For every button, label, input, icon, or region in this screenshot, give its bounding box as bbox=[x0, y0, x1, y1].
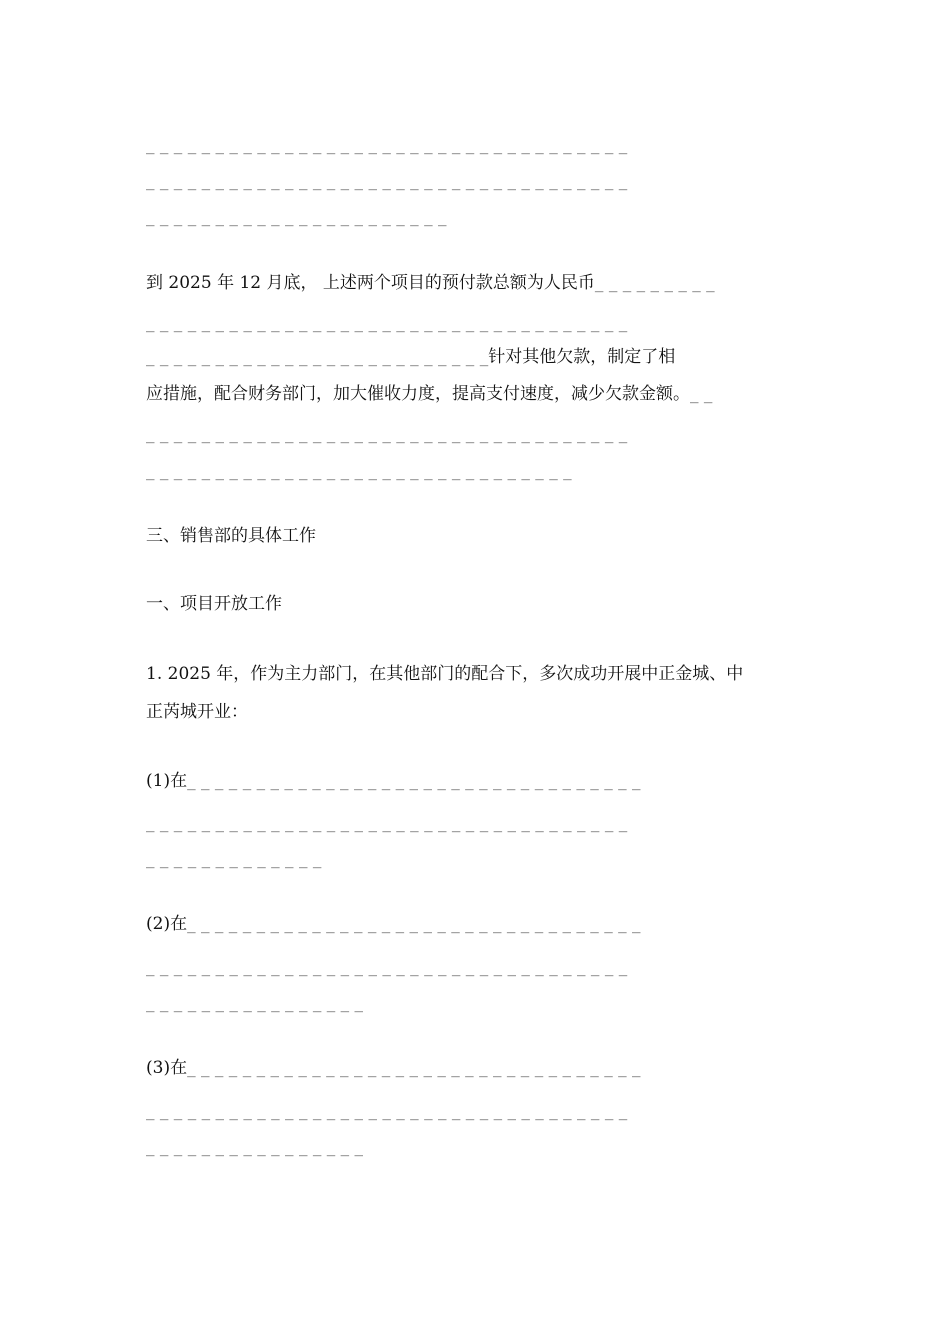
blank-dashes: _ _ _ _ _ _ _ _ _ _ _ _ _ _ _ _ _ _ _ _ _ _ _ _ _ bbox=[146, 347, 489, 367]
fill-line bbox=[146, 200, 808, 234]
paragraph-line bbox=[146, 340, 808, 374]
fill-line bbox=[146, 842, 808, 876]
item-text: 1. 2025 年，作为主力部门，在其他部门的配合下，多次成功开展中正金城、中 bbox=[146, 664, 744, 684]
sub-item-label: (1)在 bbox=[146, 771, 188, 791]
blank-dashes: _ _ _ _ _ _ _ _ _ _ _ _ _ _ _ _ _ _ _ _ _ _ _ _ _ _ _ _ _ _ _ _ _ _ _ bbox=[146, 813, 628, 833]
sub-item-line bbox=[146, 1051, 808, 1085]
blank-dashes: _ _ _ _ _ _ _ _ _ _ _ _ _ _ _ _ _ _ _ _ _ _ _ _ _ _ _ _ _ _ _ _ _ _ _ bbox=[146, 135, 628, 155]
fill-line bbox=[146, 306, 808, 340]
blank-dashes: _ _ _ _ _ _ _ _ _ _ _ _ _ _ _ _ bbox=[146, 993, 364, 1013]
blank-dashes: _ _ _ _ _ _ _ _ _ _ _ _ _ _ _ _ _ _ _ _ _ _ _ _ _ _ _ _ _ _ _ _ _ bbox=[187, 1058, 641, 1078]
item-text: 正芮城开业： bbox=[146, 702, 248, 722]
paragraph-text: 应措施，配合财务部门，加大催收力度，提高支付速度，减少欠款金额。 bbox=[146, 384, 690, 404]
blank-dashes: _ _ bbox=[690, 384, 713, 404]
blank-dashes: _ _ _ _ _ _ _ _ _ _ _ _ _ _ _ _ _ _ _ _ _ _ bbox=[146, 207, 447, 227]
fill-line bbox=[146, 986, 808, 1020]
paragraph-text: 到 2025 年 12 月底， 上述两个项目的预付款总额为人民币 bbox=[146, 273, 595, 293]
blank-dashes: _ _ _ _ _ _ _ _ _ _ _ _ _ _ _ _ _ _ _ _ _ _ _ _ _ _ _ _ _ _ _ _ _ _ _ bbox=[146, 424, 628, 444]
fill-line bbox=[146, 417, 808, 451]
blank-dashes: _ _ _ _ _ _ _ _ _ _ _ _ _ _ _ _ bbox=[146, 1137, 364, 1157]
sub-item-label: (3)在 bbox=[146, 1058, 188, 1078]
sub-item-label: (2)在 bbox=[146, 914, 188, 934]
sub-item-line bbox=[146, 907, 808, 941]
fill-line bbox=[146, 1130, 808, 1164]
blank-dashes: _ _ _ _ _ _ _ _ _ _ _ _ _ _ _ _ _ _ _ _ _ _ _ _ _ _ _ _ _ _ _ _ _ bbox=[187, 771, 641, 791]
subsection-heading: 一、项目开放工作 bbox=[146, 594, 282, 614]
fill-line bbox=[146, 1094, 808, 1128]
blank-dashes: _ _ _ _ _ _ _ _ _ _ _ _ _ _ _ _ _ _ _ _ _ _ _ _ _ _ _ _ _ _ _ bbox=[146, 461, 572, 481]
blank-dashes: _ _ _ _ _ _ _ _ _ _ _ _ _ _ _ _ _ _ _ _ _ _ _ _ _ _ _ _ _ _ _ _ _ _ _ bbox=[146, 1101, 628, 1121]
blank-dashes: _ _ _ _ _ _ _ _ _ bbox=[594, 273, 715, 293]
blank-dashes: _ _ _ _ _ _ _ _ _ _ _ _ _ _ _ _ _ _ _ _ _ _ _ _ _ _ _ _ _ _ _ _ _ _ _ bbox=[146, 957, 628, 977]
fill-line bbox=[146, 454, 808, 488]
fill-line bbox=[146, 806, 808, 840]
fill-line bbox=[146, 128, 808, 162]
blank-dashes: _ _ _ _ _ _ _ _ _ _ _ _ _ _ _ _ _ _ _ _ _ _ _ _ _ _ _ _ _ _ _ _ _ _ _ bbox=[146, 171, 628, 191]
sub-item-line bbox=[146, 764, 808, 798]
paragraph-text: 针对其他欠款，制定了相 bbox=[488, 347, 676, 367]
fill-line bbox=[146, 950, 808, 984]
paragraph-line bbox=[146, 377, 808, 411]
blank-dashes: _ _ _ _ _ _ _ _ _ _ _ _ _ bbox=[146, 849, 322, 869]
fill-line bbox=[146, 164, 808, 198]
paragraph-line bbox=[146, 266, 808, 300]
section-heading: 三、销售部的具体工作 bbox=[146, 526, 316, 546]
blank-dashes: _ _ _ _ _ _ _ _ _ _ _ _ _ _ _ _ _ _ _ _ _ _ _ _ _ _ _ _ _ _ _ _ _ _ _ bbox=[146, 313, 628, 333]
blank-dashes: _ _ _ _ _ _ _ _ _ _ _ _ _ _ _ _ _ _ _ _ _ _ _ _ _ _ _ _ _ _ _ _ _ bbox=[187, 914, 641, 934]
